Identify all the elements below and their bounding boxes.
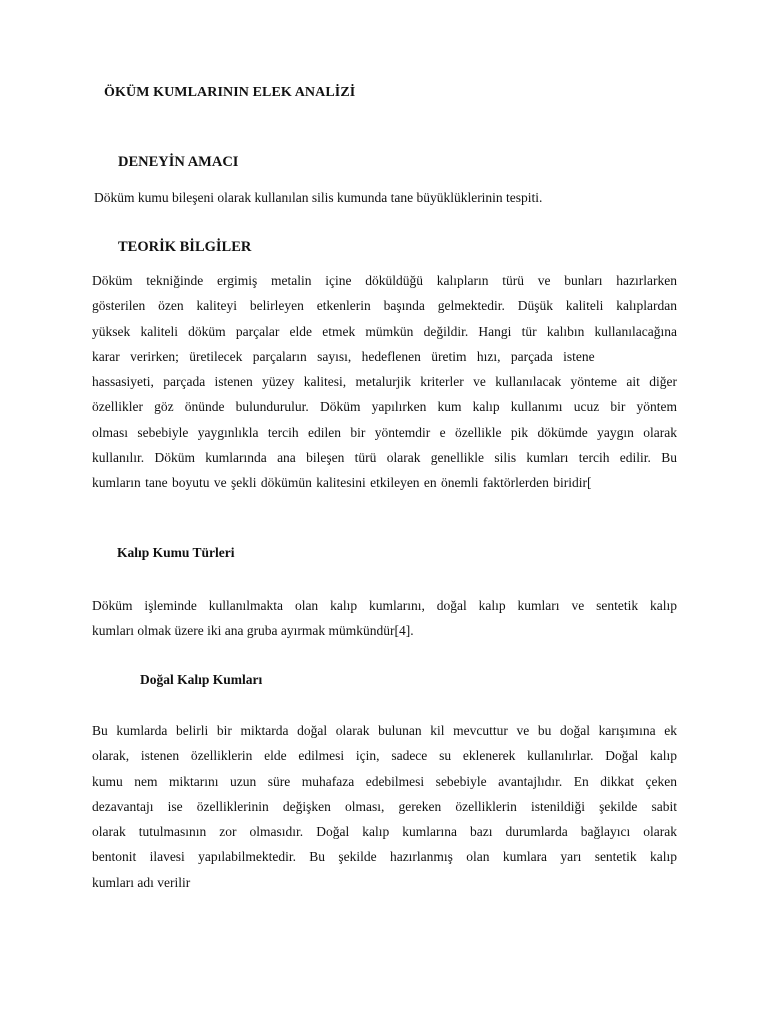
- paragraph-line: kumları olmak üzere iki ana gruba ayırmak mümkündür[4].: [92, 623, 414, 639]
- paragraph-line: Döküm işleminde kullanılmakta olan kalıp kumlarını, doğal kalıp kumları ve sentetik kalıp: [92, 598, 677, 613]
- paragraph-line: yüksek kaliteli döküm parçalar elde etmek mümkün değildir. Hangi tür kalıbın kullanılacağına: [92, 323, 677, 339]
- paragraph-line: olarak, istenen özelliklerin elde edilmesi için, sadece su eklenerek kullanılırlar. Doğal kalıp: [92, 748, 677, 764]
- paragraph-line: karar verirken; üretilecek parçaların sayısı, hedeflenen üretim hızı, parçada istene: [92, 348, 595, 364]
- paragraph-line: olması sebebiyle yaygınlıkla tercih edilen bir yöntemdir e özellikle pik dökümde yaygın olarak: [92, 424, 677, 440]
- section-heading-natural-mold-sands: Doğal Kalıp Kumları: [140, 672, 263, 687]
- paragraph-line: hassasiyeti, parçada istenen yüzey kalitesi, metalurjik kriterler ve kullanılacak yönteme ait diğer: [92, 374, 677, 390]
- section-heading-aim: DENEYİN AMACI: [118, 154, 239, 170]
- paragraph-line: dezavantajı ise özelliklerinin değişken olması, gereken özelliklerin istenildiği şekilde sabit: [92, 798, 677, 814]
- paragraph-line: kumu nem miktarını uzun süre muhafaza edebilmesi sebebiyle avantajlıdır. En dikkat çeken: [92, 773, 677, 789]
- aim-text: Döküm kumu bileşeni olarak kullanılan silis kumunda tane büyüklüklerinin tespiti.: [94, 190, 543, 205]
- paragraph-line: kullanılır. Döküm kumlarında ana bileşen türü olarak genellikle silis kumları tercih edilir. Bu: [92, 450, 677, 466]
- theory-paragraph: [92, 268, 677, 496]
- paragraph-line: gösterilen özen kaliteyi belirleyen etkenlerin başında gelmektedir. Düşük kaliteli kalıplardan: [92, 298, 677, 314]
- paragraph-line: özellikler göz önünde bulundurulur. Döküm yapılırken kum kalıp kullanımı ucuz bir yöntem: [92, 399, 677, 415]
- paragraph-line: Döküm tekniğinde ergimiş metalin içine döküldüğü kalıpların türü ve bunları hazırlarken: [92, 273, 677, 288]
- document-title: ÖKÜM KUMLARININ ELEK ANALİZİ: [104, 85, 356, 100]
- paragraph-line: olarak tutulmasının zor olmasıdır. Doğal kalıp kumlarına bazı durumlarda bağlayıcı olarak: [92, 824, 677, 840]
- section-heading-theory: TEORİK BİLGİLER: [118, 239, 252, 255]
- paragraph-line: kumların tane boyutu ve şekli dökümün kalitesini etkileyen en önemli faktörlerden biridir[: [92, 475, 592, 491]
- natural-mold-sands-paragraph: [92, 718, 677, 895]
- paragraph-line: bentonit ilavesi yapılabilmektedir. Bu şekilde hazırlanmış olan kumlara yarı sentetik kalıp: [92, 849, 677, 865]
- paragraph-line: kumları adı verilir: [92, 874, 191, 890]
- mold-sand-types-paragraph: [92, 593, 677, 644]
- section-heading-mold-sand-types: Kalıp Kumu Türleri: [117, 545, 235, 560]
- paragraph-line: Bu kumlarda belirli bir miktarda doğal olarak bulunan kil mevcuttur ve bu doğal karışımına ek: [92, 723, 677, 738]
